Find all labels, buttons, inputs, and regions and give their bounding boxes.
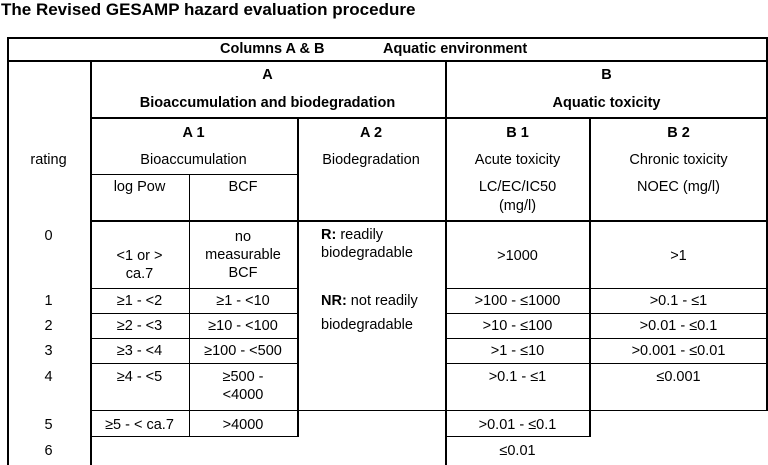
col-b-subheader: Aquatic toxicity bbox=[552, 95, 661, 111]
col-b2-header: B 2 bbox=[667, 125, 690, 141]
rating-3: 3 bbox=[44, 343, 53, 359]
bcf-1: ≥1 - <10 bbox=[216, 293, 270, 309]
biodegradation-header: Biodegradation bbox=[322, 152, 420, 168]
aquatic-env-label: Aquatic environment bbox=[383, 41, 528, 57]
noec-header: NOEC (mg/l) bbox=[637, 179, 720, 195]
bcf-4-line2: <4000 bbox=[222, 387, 264, 403]
col-b-header: B bbox=[601, 67, 612, 83]
col-a-subheader: Bioaccumulation and biodegradation bbox=[139, 95, 396, 111]
lc-unit: (mg/l) bbox=[498, 198, 537, 214]
bcf-0-line3: BCF bbox=[228, 265, 258, 281]
bcf-2: ≥10 - <100 bbox=[208, 318, 278, 334]
rating-1: 1 bbox=[44, 293, 53, 309]
acute-0: >1000 bbox=[497, 248, 538, 264]
bcf-3: ≥100 - <500 bbox=[204, 343, 282, 359]
acute-1: >100 - ≤1000 bbox=[474, 293, 561, 309]
logpow-3: ≥3 - <4 bbox=[116, 343, 163, 359]
lc-header: LC/EC/IC50 bbox=[478, 179, 557, 195]
chronic-4: ≤0.001 bbox=[656, 369, 701, 385]
logpow-5: ≥5 - < ca.7 bbox=[105, 417, 174, 433]
page-title: The Revised GESAMP hazard evaluation procedure bbox=[1, 0, 416, 19]
rating-0: 0 bbox=[44, 228, 53, 244]
columns-ab-label: Columns A & B bbox=[220, 41, 325, 57]
chronic-3: >0.001 - ≤0.01 bbox=[631, 343, 726, 359]
biodeg-nr-code: NR: bbox=[321, 293, 347, 309]
chronic-2: >0.01 - ≤0.1 bbox=[639, 318, 718, 334]
col-a-header: A bbox=[262, 67, 273, 83]
biodeg-r-line2: biodegradable bbox=[321, 245, 413, 261]
bcf-4-line1: ≥500 - bbox=[222, 369, 264, 385]
logpow-1: ≥1 - <2 bbox=[116, 293, 163, 309]
rating-2: 2 bbox=[44, 318, 53, 334]
biodeg-nr-text: not readily bbox=[346, 293, 418, 309]
col-a1-header: A 1 bbox=[182, 125, 205, 141]
acute-3: >1 - ≤10 bbox=[490, 343, 545, 359]
rating-5: 5 bbox=[44, 417, 53, 433]
biodeg-nr-line1 bbox=[321, 292, 418, 310]
bcf-0-line2: measurable bbox=[205, 247, 281, 263]
bcf-5: >4000 bbox=[222, 417, 264, 433]
logpow-0-line1: <1 or > bbox=[116, 248, 163, 264]
acute-6: ≤0.01 bbox=[499, 443, 536, 459]
biodeg-r-line1 bbox=[321, 226, 383, 244]
bcf-0-line1: no bbox=[234, 229, 252, 245]
rating-6: 6 bbox=[44, 443, 53, 459]
biodeg-r-code: R: bbox=[321, 227, 337, 243]
acute-4: >0.1 - ≤1 bbox=[488, 369, 547, 385]
logpow-4: ≥4 - <5 bbox=[116, 369, 163, 385]
chronic-0: >1 bbox=[670, 248, 687, 264]
acute-5: >0.01 - ≤0.1 bbox=[478, 417, 557, 433]
rating-header: rating bbox=[30, 152, 67, 168]
biodeg-r-text: readily bbox=[336, 227, 384, 243]
bcf-header: BCF bbox=[228, 179, 258, 195]
acute-2: >10 - ≤100 bbox=[482, 318, 553, 334]
col-b1-header: B 1 bbox=[506, 125, 529, 141]
chronic-header: Chronic toxicity bbox=[629, 152, 728, 168]
acute-header: Acute toxicity bbox=[474, 152, 561, 168]
biodeg-nr-line2: biodegradable bbox=[321, 317, 413, 333]
rating-4: 4 bbox=[44, 369, 53, 385]
chronic-1: >0.1 - ≤1 bbox=[649, 293, 708, 309]
logpow-header: log Pow bbox=[113, 179, 166, 195]
col-a2-header: A 2 bbox=[359, 125, 383, 141]
logpow-2: ≥2 - <3 bbox=[116, 318, 163, 334]
logpow-0-line2: ca.7 bbox=[125, 266, 154, 282]
bioaccumulation-header: Bioaccumulation bbox=[140, 152, 247, 168]
